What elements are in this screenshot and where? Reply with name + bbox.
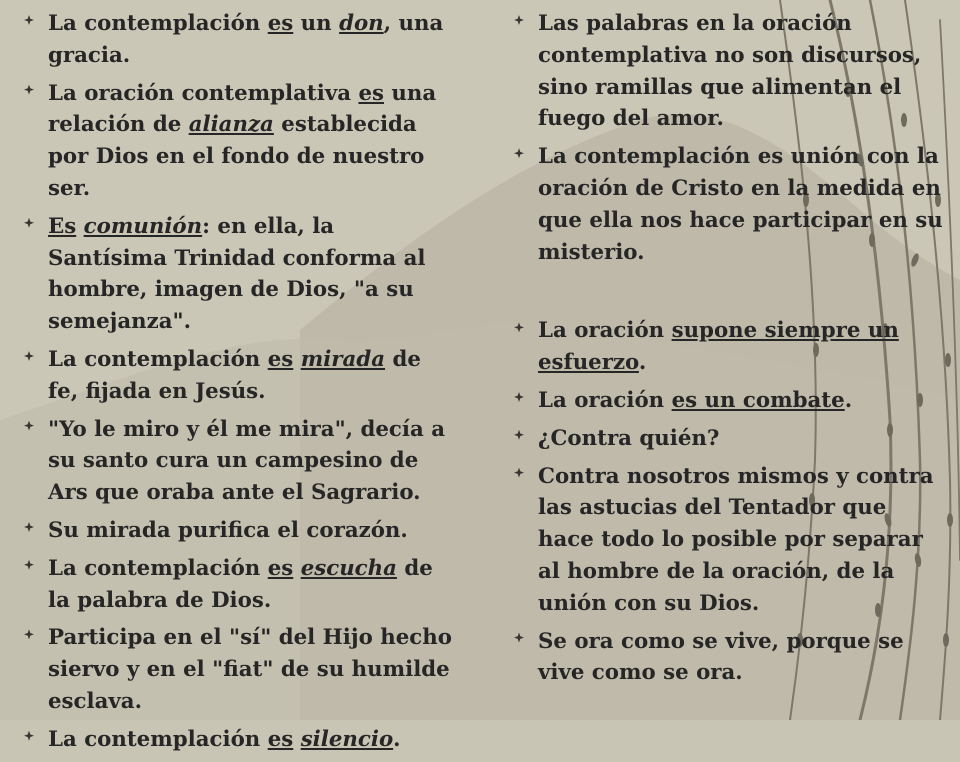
item-text-segment: de la palabra de Dios. — [48, 555, 433, 613]
item-text-segment: La oración — [538, 318, 672, 344]
bullet-item — [22, 622, 452, 717]
bullet-item — [22, 414, 452, 509]
item-text-segment: Es — [48, 213, 77, 239]
left-bullet-list — [22, 8, 452, 756]
star-bullet-icon — [514, 322, 524, 332]
item-text-segment — [293, 556, 300, 581]
star-bullet-icon — [514, 468, 524, 478]
item-text-segment: . — [638, 350, 647, 376]
item-text-segment: La contemplación — [48, 555, 268, 581]
item-text-segment: un — [293, 11, 340, 36]
item-text-segment: alianza — [188, 112, 274, 138]
item-text-segment: escucha — [300, 555, 397, 581]
star-bullet-icon — [514, 392, 524, 402]
item-text-segment — [293, 347, 300, 372]
item-text-segment: es — [358, 80, 384, 106]
item-text-segment: de fe, fijada en Jesús. — [48, 346, 421, 404]
item-text-segment: : en ella, la Santísima Trinidad conforma al hombre, imagen de Dios, "a su semejanza". — [48, 213, 426, 335]
right-column — [512, 8, 948, 695]
bullet-item — [512, 423, 948, 455]
item-text-segment: Participa en el "sí" del Hijo hecho siervo y en el "fiat" de su humilde esclava. — [48, 625, 452, 714]
star-bullet-icon — [24, 351, 34, 361]
star-bullet-icon — [24, 15, 34, 25]
item-text-segment: supone siempre un esfuerzo — [538, 318, 899, 376]
star-bullet-icon — [24, 629, 34, 639]
bullet-item — [512, 141, 948, 268]
star-bullet-icon — [514, 430, 524, 440]
item-text-segment: es — [267, 11, 294, 36]
item-text-segment: La contemplación es unión con la oración de Cristo en la medida en que ella nos hace participar en su misterio. — [538, 144, 943, 265]
item-text-segment: La oración — [538, 387, 672, 413]
item-text-segment: es — [267, 726, 294, 752]
star-bullet-icon — [514, 148, 524, 158]
bullet-item — [512, 626, 948, 690]
left-column — [22, 8, 452, 762]
bullet-item — [22, 724, 452, 756]
item-text-segment: La oración contemplativa — [48, 80, 359, 106]
item-text-segment: una relación de — [48, 80, 437, 138]
item-text-segment: comunión — [83, 213, 203, 239]
item-text-segment: Contra nosotros mismos y contra las astucias del Tentador que hace todo lo posible por separar al hombre de la oración, de la unión con su Dios. — [538, 463, 934, 616]
item-text-segment: . — [844, 387, 853, 413]
star-bullet-icon — [24, 522, 34, 532]
item-text-segment: don — [339, 11, 384, 36]
item-text-segment: mirada — [300, 346, 386, 372]
star-bullet-icon — [514, 15, 524, 25]
star-bullet-icon — [24, 218, 34, 228]
right-bullet-list — [512, 8, 948, 689]
item-text-segment — [293, 727, 300, 752]
bullet-item — [22, 344, 452, 408]
star-bullet-icon — [24, 560, 34, 570]
item-text-segment: ¿Contra quién? — [538, 425, 720, 451]
item-text-segment: es — [267, 555, 294, 581]
item-text-segment: silencio — [300, 726, 394, 752]
star-bullet-icon — [24, 421, 34, 431]
item-text-segment: es un combate — [671, 387, 845, 413]
bullet-item — [512, 8, 948, 135]
bullet-item — [22, 78, 452, 205]
star-bullet-icon — [24, 731, 34, 741]
bullet-item — [22, 515, 452, 547]
item-text-segment: "Yo le miro y él me mira", decía a su santo cura un campesino de Ars que oraba ante el Sagrario. — [48, 416, 446, 506]
item-text-segment — [76, 214, 83, 239]
bullet-item — [512, 315, 948, 379]
item-text-segment: establecida por Dios en el fondo de nuestro ser. — [48, 112, 425, 201]
item-text-segment: , una gracia. — [48, 11, 444, 68]
star-bullet-icon — [24, 85, 34, 95]
item-text-segment: La contemplación — [48, 726, 268, 752]
item-text-segment: es — [267, 346, 294, 372]
item-text-segment: Se ora como se vive, porque se vive como se ora. — [538, 628, 904, 686]
bullet-item — [22, 553, 452, 617]
item-text-segment: . — [393, 726, 401, 752]
bullet-item — [22, 211, 452, 338]
item-text-segment: Las palabras en la oración contemplativa no son discursos, sino ramillas que alimentan el fuego del amor. — [538, 11, 922, 132]
bullet-item — [512, 385, 948, 417]
bullet-item — [512, 461, 948, 620]
star-bullet-icon — [514, 633, 524, 643]
item-text-segment: La contemplación — [48, 11, 268, 36]
item-text-segment: Su mirada purifica el corazón. — [48, 517, 408, 543]
item-text-segment: La contemplación — [48, 346, 268, 372]
bullet-item — [22, 8, 452, 72]
